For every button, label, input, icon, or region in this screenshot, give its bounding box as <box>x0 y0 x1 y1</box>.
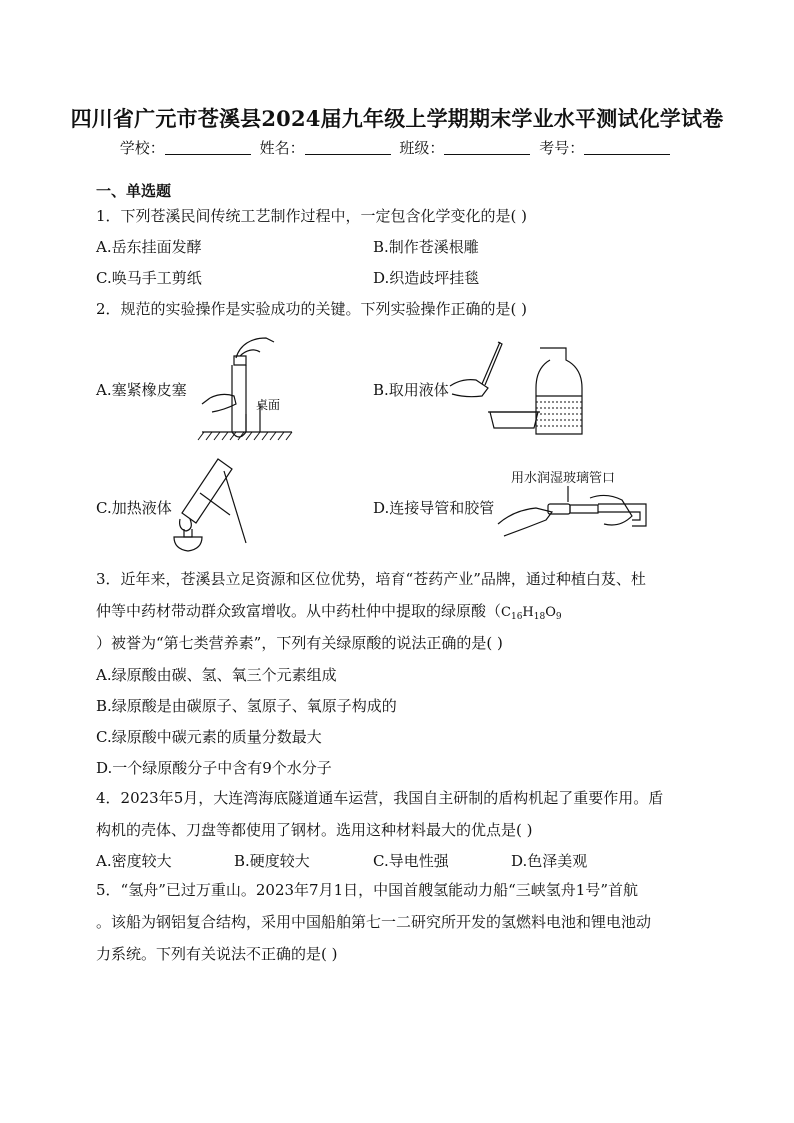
formula-c: C <box>501 605 511 620</box>
q3-option-b: B.绿原酸是由碳原子、氢原子、氧原子构成的 <box>96 697 397 715</box>
q3-line-3: ）被誉为“第七类营养素”，下列有关绿原酸的说法正确的是( ) <box>96 634 503 652</box>
q1-option-b: B.制作苍溪根雕 <box>373 238 479 256</box>
q1-option-a: A.岳东挂面发酵 <box>96 238 202 256</box>
name-label: 姓名： <box>259 139 305 157</box>
stopper-test-tube-figure <box>196 330 296 448</box>
q5-line-2: 。该船为钢铝复合结构，采用中国船舶第七一二研究所开发的氢燃料电池和锂电池动 <box>96 913 652 931</box>
q3-line-1: 3．近年来，苍溪县立足资源和区位优势，培育“苍药产业”品牌，通过种植白芨、杜 <box>96 570 646 588</box>
q4-line-1: 4．2023年5月，大连湾海底隧道通车运营，我国自主研制的盾构机起了重要作用。盾 <box>96 789 664 807</box>
number-label: 考号： <box>539 139 585 157</box>
exam-title: 四川省广元市苍溪县2024届九年级上学期期末学业水平测试化学试卷 <box>70 106 724 131</box>
heat-liquid-figure <box>170 457 250 553</box>
q3-line-2-text: 仲等中药材带动群众致富增收。从中药杜仲中提取的绿原酸（ <box>96 602 502 620</box>
q2-stem: 2．规范的实验操作是实验成功的关键。下列实验操作正确的是( ) <box>96 300 528 318</box>
formula-h: H <box>522 605 534 620</box>
q2-option-a: A.塞紧橡皮塞 <box>96 381 187 399</box>
q4-option-c: C.导电性强 <box>373 852 449 870</box>
class-blank[interactable] <box>444 139 530 155</box>
q3-line-2 <box>96 600 562 622</box>
class-label: 班级： <box>399 139 445 157</box>
student-info-row <box>0 137 794 158</box>
q2-option-b: B.取用液体 <box>373 381 449 399</box>
school-label: 学校： <box>119 139 165 157</box>
q5-line-1: 5．“氢舟”已过万重山。2023年7月1日，中国首艘氢能动力船“三峡氢舟1号”首航 <box>96 881 639 899</box>
q1-stem: 1．下列苍溪民间传统工艺制作过程中，一定包含化学变化的是( ) <box>96 207 528 225</box>
q4-line-2: 构机的壳体、刀盘等都使用了钢材。选用这种材料最大的优点是( ) <box>96 821 533 839</box>
name-blank[interactable] <box>305 139 391 155</box>
take-liquid-figure <box>448 338 583 436</box>
school-blank[interactable] <box>165 139 251 155</box>
q1-option-c: C.唤马手工剪纸 <box>96 269 202 287</box>
q5-line-3: 力系统。下列有关说法不正确的是( ) <box>96 945 338 963</box>
q4-option-d: D.色泽美观 <box>511 852 588 870</box>
desk-label: 桌面 <box>256 398 281 412</box>
formula-h-count: 18 <box>533 612 546 622</box>
wet-glass-tube-label: 用水润湿玻璃管口 <box>511 471 616 486</box>
formula-o-count: 9 <box>555 612 562 622</box>
section-heading: 一、单选题 <box>96 182 172 200</box>
number-blank[interactable] <box>584 139 670 155</box>
q3-option-d: D.一个绿原酸分子中含有9个水分子 <box>96 759 332 777</box>
q4-option-b: B.硬度较大 <box>234 852 310 870</box>
q3-option-c: C.绿原酸中碳元素的质量分数最大 <box>96 728 322 746</box>
connect-tube-figure <box>496 484 654 544</box>
q1-option-d: D.织造歧坪挂毯 <box>373 269 480 287</box>
formula-c-count: 16 <box>510 612 523 622</box>
q4-option-a: A.密度较大 <box>96 852 172 870</box>
q2-option-c: C.加热液体 <box>96 499 172 517</box>
q3-option-a: A.绿原酸由碳、氢、氧三个元素组成 <box>96 666 337 684</box>
formula-o: O <box>545 605 556 620</box>
q3-formula <box>501 605 562 620</box>
q2-option-d: D.连接导管和胶管 <box>373 499 495 517</box>
